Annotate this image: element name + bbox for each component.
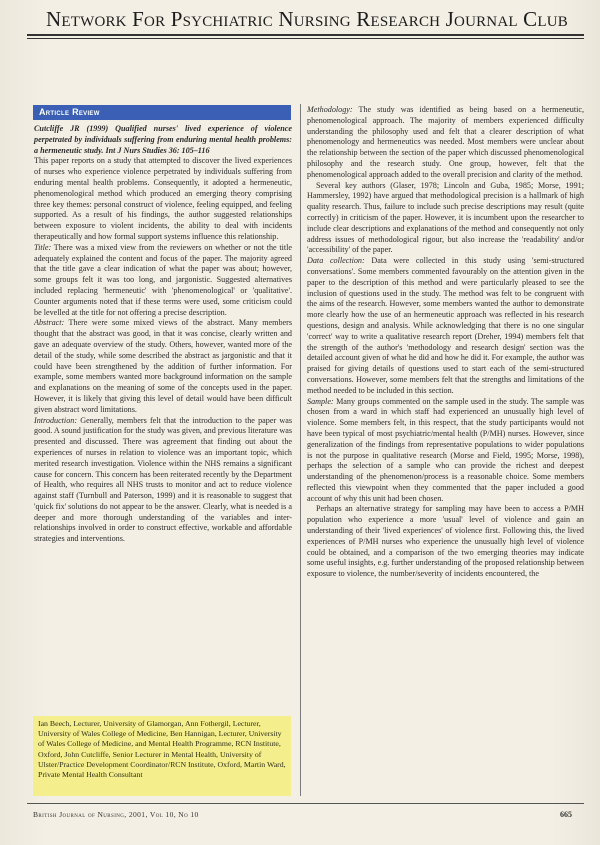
right-column: [307, 105, 584, 580]
masthead-rule-thin: [27, 38, 584, 39]
footer-rule: [27, 803, 584, 804]
methodology-heading: Methodology:: [307, 105, 353, 114]
abstract-heading: Abstract:: [34, 318, 65, 328]
introduction-text: Generally, members felt that the introduction to the paper was good. A sound justification for the study was given, and previous literature was presented and discussed. There was agreement that finding out about the experiences of nurses in relation to violence was an important topic, which merited research investigation. Violence within the NHS remains a significant cause for concern. This concern has been reiterated recently by the Department of Health, who requires all NHS trusts to monitor and act to reduce violence against staff (Turnbull and Paterson, 1999) and it is reasonable to suggest that 'quick fix' solutions do not appear to be the answer. Clearly, what is needed is a deeper and more thorough understanding of the variables and inter-relationships involved in order to construct effective, workable and affordable strategies and interventions.: [34, 415, 292, 544]
methodology-paragraph-2: Several key authors (Glaser, 1978; Lincoln and Guba, 1985; Morse, 1991; Hammersley, 1992) have argued that methodological precision is a hallmark of high quality research. Thus, failure to include such precise descriptions may result (quite correctly) in criticism of the paper. However, it is incumbent upon the researcher to include clear descriptions and explanations of the method and consequently not only address issues of methodological rigour, but also increase the 'readability' and/or 'accessibility' of the paper.: [307, 180, 584, 255]
methodology-text: The study was identified as being based on a hermeneutic, phenomenological approach. The majority of members experienced difficulty understanding the philosophy used and felt that a clearer description of what phenomenology and hermeneutics was needed. Most members were unclear about the relationship between the section of the paper which discussed phenomenological philosophy and the research study. One group, however, felt that the phenomenological approach added to the overall precision and clarity of the method.: [307, 105, 584, 179]
data-collection-text: Data were collected in this study using 'semi-structured conversations'. Some members commented favourably on the attention given in the paper to the description of this method and were particularly pleased to see the inclusion of questions used in the study. The method was felt to be congruent with the aims of the research. However, some members wanted the author to demonstrate more clearly how the use of an hermeneutic approach was reflected in his research questions, design and analysis. While acknowledging that there is no one singular 'correct' way to write a qualitative research report (Dreher, 1994) members felt that the strength of the author's 'methodology and research design' section was the detailed account given of what he did and how he did it. For example, the author was praised for giving details of questions used to start each of the semi-structured conversations. However, some members felt that the strengths and limitations of the method needed to be included in this section.: [307, 256, 584, 395]
data-collection-heading: Data collection:: [307, 256, 365, 266]
page-number: 665: [560, 810, 572, 819]
column-divider: [300, 104, 301, 796]
introduction-section: [34, 416, 292, 546]
sample-text: Many groups commented on the sample used in the study. The sample was chosen from a ward in which staff had experienced an unusually high level of violence. Some members felt, in this respect, that the study participants would not have been typical of most psychiatric/mental health (P/MH) nurses. However, since generalization of the findings from representative populations to wider populations is not the purpose in qualitative research (Morse and Field, 1995; Morse, 1998), perhaps the selection of a sample who can provide the richest and deepest understanding of the phenomenon/process is a reasonable choice. Some members reflected this viewpoint when they commented that the paper included a good account of why this unit had been chosen.: [307, 396, 584, 503]
masthead-title: Network For Psychiatric Nursing Research Journal Club: [46, 7, 568, 31]
sample-heading: Sample:: [307, 396, 334, 406]
masthead-rule: [27, 34, 584, 36]
summary-paragraph: This paper reports on a study that attempted to discover the lived experiences of nurses who experience violence perpetrated by individuals suffering from enduring mental health problems. Consequently, it adopted a hermeneutic, phenomenological method which produced an emerging theory comprising three key themes: personal construct of violence, feeling equipped, and feeling supported. As a result of his findings, the author suggested relationships between exposure to violent incidents, the ability to deal with incidents therapeutically and how formal support systems influence this relationship.: [34, 156, 292, 241]
sample-section: [307, 397, 584, 505]
data-collection-section: [307, 256, 584, 396]
author-box: Ian Beech, Lecturer, University of Glamorgan, Ann Fothergil, Lecturer, University of Wales College of Medicine, Ben Hannigan, Lecturer, University of Wales College of Medicine, and Mental Health Programme, RCN Institute, Oxford, John Cutcliffe, Senior Lecturer in Mental Health, University of Ulster/Practice Development Coordinator/RCN Institute, Oxford, Martin Ward, Private Mental Health Consultant: [33, 716, 291, 796]
introduction-heading: Introduction:: [34, 415, 78, 425]
citation: Cutcliffe JR (1999) Qualified nurses' lived experience of violence perpetrated by individuals suffering from enduring mental health problems: a hermeneutic study. Int J Nurs Studies 36: 105–116: [34, 124, 292, 155]
abstract-text: There were some mixed views of the abstract. Many members thought that the abstract was good, in that it was concise, clearly written and gave an adequate overview of the study. Others, however, wanted more of the detail of the study, while some described the abstract as jargonistic and that it could have been strengthened by the addition of further information. For example, some members wanted more background information on the sample and explanations on the meaning of some of the concepts used in the paper. However, it is likely that giving this level of detail would have been difficult given abstract word limitations.: [34, 318, 292, 414]
methodology-section: [307, 105, 584, 181]
section-banner: Article Review: [33, 105, 291, 120]
journal-footer: British Journal of Nursing, 2001, Vol 10, No 10: [33, 810, 199, 819]
title-text: There was a mixed view from the reviewers on whether or not the title adequately explained the content and focus of the paper. The majority agreed that the title gave a clear indication of what the paper was about; however, some groups felt it was too long, and jargonistic. Suggested alternatives included replacing 'hermeneutic' with 'phenomenological' or 'qualitative'. Counter arguments noted that if these terms were used, some criticism could be levelled at the title for not offering a precise description.: [34, 242, 292, 317]
title-section: [34, 243, 292, 319]
sample-paragraph-2: Perhaps an alternative strategy for sampling may have been to access a P/MH population who experience a more 'usual' level of violence and gain an understanding of their 'lived experiences' of violence first. Following this, the lived experiences of P/MH nurses who experience the unusually high level of violence could be obtained, and a comparison of the two emerging theories may indicate some useful insights, e.g. further understanding of the proposed relationship between exposure to violence, the number/severity of incidents encountered, the: [307, 504, 584, 579]
title-heading: Title:: [34, 242, 52, 252]
abstract-section: [34, 318, 292, 415]
left-column: [34, 124, 292, 545]
